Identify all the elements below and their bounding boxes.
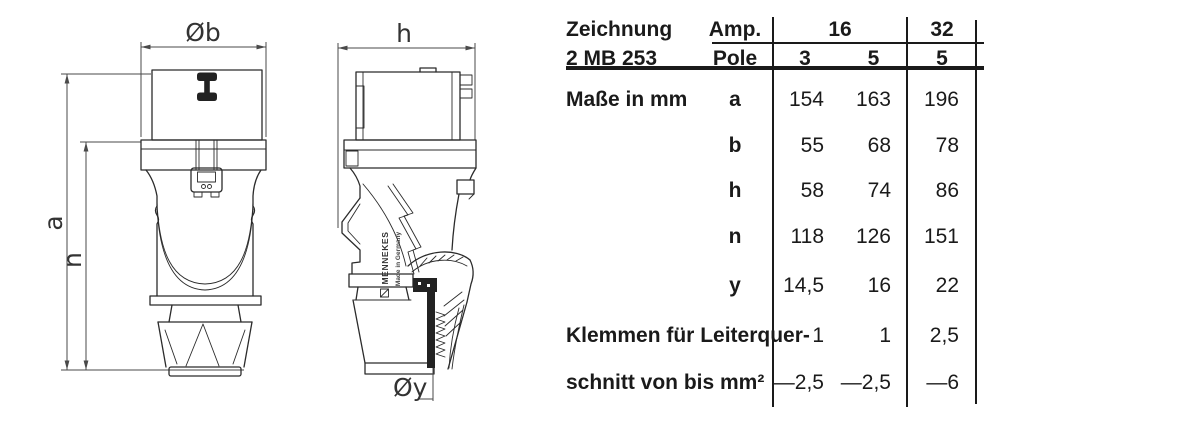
dimension-n — [58, 142, 141, 370]
row-label: Klemmen für Leiterquer- — [566, 324, 810, 347]
col-header-16a-5p: 5 — [867, 47, 880, 70]
collar-front — [169, 367, 241, 376]
row-param: n — [728, 225, 742, 248]
value-16a3p: 154 — [788, 88, 824, 111]
dim-label-y: Øy — [393, 373, 428, 402]
diameter-y-dimension — [393, 368, 433, 402]
value-32a5p: 2,5 — [929, 324, 959, 347]
row-label: schnitt von bis mm² — [566, 371, 765, 394]
value-32a5p: 78 — [935, 134, 959, 157]
row-param: y — [729, 274, 741, 297]
value-32a5p: —6 — [926, 371, 959, 394]
gland-section-cutaway — [408, 252, 473, 369]
table-title-line1: Zeichnung — [566, 18, 673, 41]
ring-front — [150, 296, 261, 305]
made-in-germany-text: Made in Germany — [395, 231, 402, 287]
col-header-32a-5p: 5 — [936, 47, 948, 70]
dim-label-n: n — [58, 252, 87, 268]
seal-section — [427, 280, 435, 368]
row-param: h — [728, 179, 742, 202]
value-16a5p: 68 — [867, 134, 891, 157]
value-16a3p: 55 — [800, 134, 824, 157]
value-32a5p: 22 — [935, 274, 959, 297]
col-header-amp: Amp. — [708, 18, 762, 41]
value-16a5p: 74 — [867, 179, 891, 202]
value-16a5p: —2,5 — [840, 371, 891, 394]
table-title-line2: 2 MB 253 — [566, 47, 658, 70]
plug-technical-drawing — [0, 0, 560, 427]
plug-front-outline — [141, 70, 266, 376]
flange-front — [141, 140, 266, 170]
value-16a3p: 58 — [800, 179, 824, 202]
table-rule-vertical-3 — [975, 20, 977, 404]
gland-cone-front — [158, 322, 252, 367]
row-param: b — [728, 134, 742, 157]
handle-icon — [197, 73, 217, 102]
side-view-drawing — [338, 19, 476, 402]
cap-side — [356, 72, 460, 140]
col-header-32a: 32 — [930, 18, 954, 41]
plug-side-outline — [342, 68, 476, 402]
dimension-h — [338, 19, 475, 228]
value-32a5p: 151 — [923, 225, 959, 248]
value-16a5p: 126 — [855, 225, 891, 248]
value-32a5p: 86 — [935, 179, 959, 202]
value-16a5p: 163 — [855, 88, 891, 111]
col-header-pole: Pole — [712, 47, 758, 70]
dim-label-b: Øb — [185, 18, 221, 47]
front-view-drawing — [39, 18, 266, 376]
row-label: Maße in mm — [566, 88, 688, 111]
col-header-16a: 16 — [828, 18, 852, 41]
gland-cone-side — [353, 300, 365, 363]
dim-label-h: h — [396, 19, 412, 48]
col-header-16a-3p: 3 — [799, 47, 811, 70]
value-16a5p: 16 — [867, 274, 891, 297]
flange-side — [344, 140, 476, 168]
latch-clip-side — [342, 198, 360, 274]
value-16a5p: 1 — [879, 324, 891, 347]
dim-label-a: a — [39, 215, 68, 231]
value-16a3p: 14,5 — [783, 274, 824, 297]
row-param: a — [729, 88, 741, 111]
value-16a3p: —2,5 — [773, 371, 824, 394]
value-16a3p: 118 — [790, 225, 824, 248]
brand-text: MENNEKES — [380, 231, 390, 285]
value-16a3p: 1 — [812, 324, 824, 347]
value-32a5p: 196 — [923, 88, 959, 111]
